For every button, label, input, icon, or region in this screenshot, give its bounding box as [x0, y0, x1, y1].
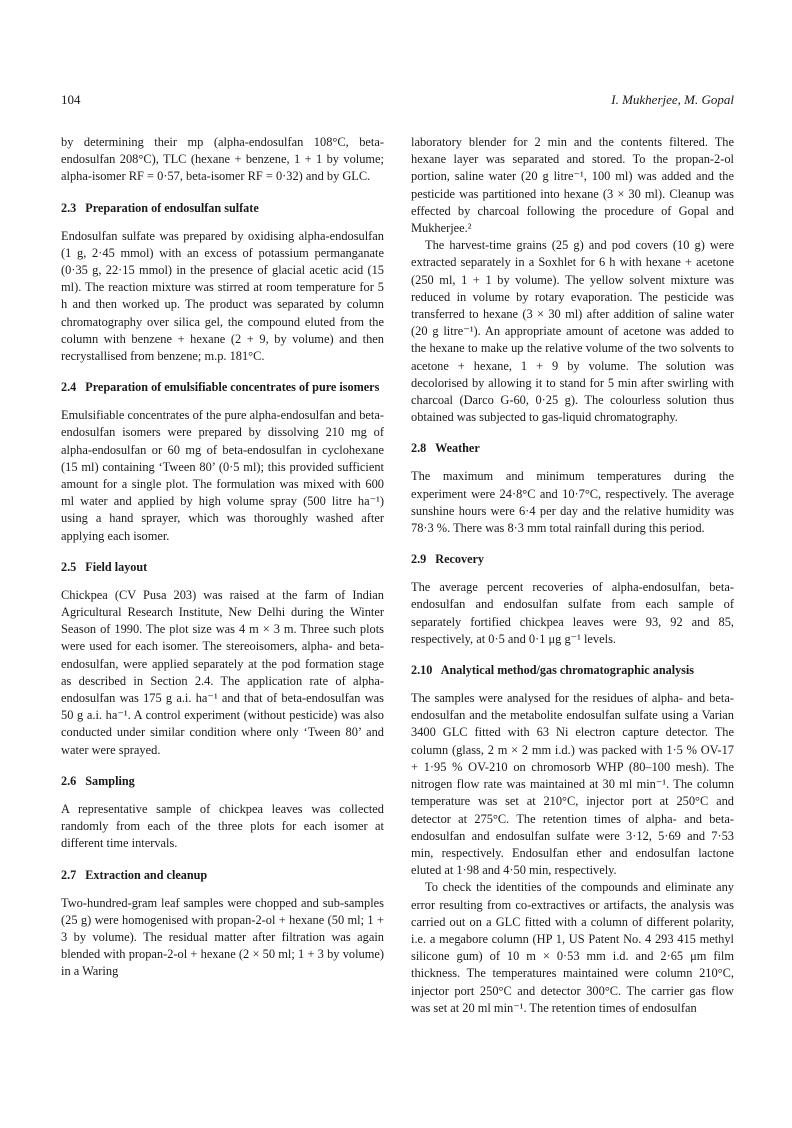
continuation-paragraph-2: The harvest-time grains (25 g) and pod covers (10 g) were extracted separately in a Soxhlet for 6 h with hexane + acetone (250 ml, 1 + 1 by volume). The yellow solvent mixture was reduced in volume by rotary evaporation. The pesticide was transferred to hexane (3 × 30 ml) after addition of saline water (20 g litre⁻¹). An appropriate amount of acetone was added to the hexane to make up the relative volume of the two solvents to acetone + hexane, 1 + 9 by volume. The solution was decolorised by allowing it to stand for 5 min after swirling with charcoal (Darco G-60, 0·25 g). The colourless solution thus obtained was subjected to gas-liquid chromatography.	[411, 238, 734, 425]
section-number: 2.5	[61, 559, 77, 574]
section-heading-2-4	[61, 379, 384, 395]
section-title: Preparation of emulsifiable concentrates of pure isomers	[85, 380, 380, 395]
section-title: Preparation of endosulfan sulfate	[85, 200, 259, 215]
right-column	[411, 134, 734, 1017]
section-body-2-6: A representative sample of chickpea leaves was collected randomly from each of the three plots for each isomer at different time intervals.	[61, 801, 384, 851]
section-body-2-4: Emulsifiable concentrates of the pure alpha-endosulfan and beta-endosulfan isomers were prepared by dissolving 210 mg of alpha-endosulfan or 60 mg of beta-endosulfan in cyclohexane (15 ml) containing ‘Tween 80’ (0·5 ml); this provided sufficient amount for a single plot. The formulation was mixed with 600 ml water and applied by high volume spray (500 litre ha⁻¹) using a hand sprayer, which was thoroughly washed after applying each isomer.	[61, 408, 384, 543]
section-heading-2-10	[411, 662, 734, 678]
section-number: 2.6	[61, 773, 77, 788]
section-number: 2.7	[61, 867, 77, 882]
section-number: 2.3	[61, 200, 77, 215]
section-title: Extraction and cleanup	[85, 867, 208, 882]
section-number: 2.10	[411, 663, 433, 678]
left-column	[61, 134, 384, 981]
section-number: 2.9	[411, 552, 427, 567]
section-body-2-7: Two-hundred-gram leaf samples were chopped and sub-samples (25 g) were homogenised with propan-2-ol + hexane (50 ml; 1 + 3 by volume). The residual matter after filtration was again blended with propan-2-ol + hexane (2 × 50 ml; 1 + 3 by volume) in a Waring	[61, 895, 384, 979]
running-head-authors: I. Mukherjee, M. Gopal	[611, 92, 734, 107]
section-body-2-9: The average percent recoveries of alpha-endosulfan, beta-endosulfan and endosulfan sulfate from each sample of separately fortified chickpea leaves were 93, 92 and 85, respectively, at 0·5 and 0·1 μg g⁻¹ levels.	[411, 580, 734, 646]
page-header	[61, 92, 734, 112]
section-title: Sampling	[85, 773, 135, 788]
page-number: 104	[61, 92, 81, 107]
section-heading-2-7	[61, 867, 384, 883]
section-title: Recovery	[435, 552, 485, 567]
section-body-2-5: Chickpea (CV Pusa 203) was raised at the farm of Indian Agricultural Research Institute, New Delhi during the Winter Season of 1990. The plot size was 4 m × 3 m. Three such plots were used for each isomer. The stereoisomers, alpha- and beta-endosulfan, were applied separately at the pod formation stage as described in Section 2.4. The application rate of alpha-endosulfan was 175 g a.i. ha⁻¹ and that of beta-endosulfan was 50 g a.i. ha⁻¹. A control experiment (without pesticide) was also conducted under similar condition where only ‘Tween 80’ and water were sprayed.	[61, 587, 384, 757]
section-heading-2-5	[61, 559, 384, 575]
section-title: Field layout	[85, 559, 148, 574]
section-number: 2.4	[61, 380, 77, 395]
section-heading-2-8	[411, 440, 734, 456]
section-heading-2-3	[61, 200, 384, 216]
section-body-2-10: The samples were analysed for the residues of alpha- and beta-endosulfan and the metabolite endosulfan sulfate using a Varian 3400 GLC fitted with 63 Ni electron capture detector. The column (glass, 2 m × 2 mm i.d.) was packed with 1·5 % OV-17 + 1·95 % OV-210 on chromosorb WHP (80–100 mesh). The nitrogen flow rate was maintained at 30 ml min⁻¹. The column temperature was set at 210°C, injector port at 250°C and detector at 275°C. The retention times of alpha- and beta-endosulfan and endosulfan sulfate were 3·12, 5·69 and 7·53 min, respectively. Endosulfan ether and endosulfan lactone eluted at 1·98 and 4·50 min, respectively.	[411, 691, 734, 878]
section-title: Analytical method/gas chromatographic analysis	[440, 663, 695, 678]
section-number: 2.8	[411, 441, 427, 456]
section-body-2-10-cont: To check the identities of the compounds and eliminate any error resulting from co-extractives or artifacts, the analysis was carried out on a GLC fitted with a column of different polarity, i.e. a megabore column (HP 1, US Patent No. 4 293 415 methyl silicone gum) of 10 m × 0·53 mm i.d. and 2·65 μm film thickness. The temperatures maintained were column 210°C, injector port 250°C and detector 300°C. The carrier gas flow was set at 20 ml min⁻¹. The retention times of endosulfan	[411, 880, 734, 1015]
continuation-paragraph: laboratory blender for 2 min and the contents filtered. The hexane layer was separated and stored. To the propan-2-ol portion, saline water (20 g litre⁻¹, 100 ml) was added and the pesticide was partitioned into hexane (3 × 30 ml). Cleanup was effected by charcoal following the procedure of Gopal and Mukherjee.²	[411, 135, 734, 236]
section-heading-2-9	[411, 551, 734, 567]
section-body-2-8: The maximum and minimum temperatures during the experiment were 24·8°C and 10·7°C, respectively. The average sunshine hours were 6·4 per day and the relative humidity was 78·3 %. There was 8·3 mm total rainfall during this period.	[411, 469, 734, 536]
intro-paragraph: by determining their mp (alpha-endosulfan 108°C, beta-endosulfan 208°C), TLC (hexane + benzene, 1 + 1 by volume; alpha-isomer RF = 0·57, beta-isomer RF = 0·32) and by GLC.	[61, 135, 384, 184]
section-body-2-3: Endosulfan sulfate was prepared by oxidising alpha-endosulfan (1 g, 2·45 mmol) with an excess of potassium permanganate (0·35 g, 22·15 mmol) in the presence of glacial acetic acid (15 ml). The reaction mixture was stirred at room temperature for 5 h and then worked up. The product was separated by column chromatography over silica gel, the compound eluted from the column with benzene + hexane (2 + 9, by volume) and then recrystallised from benzene; m.p. 181°C.	[61, 228, 384, 364]
section-title: Weather	[435, 441, 480, 456]
section-heading-2-6	[61, 773, 384, 789]
